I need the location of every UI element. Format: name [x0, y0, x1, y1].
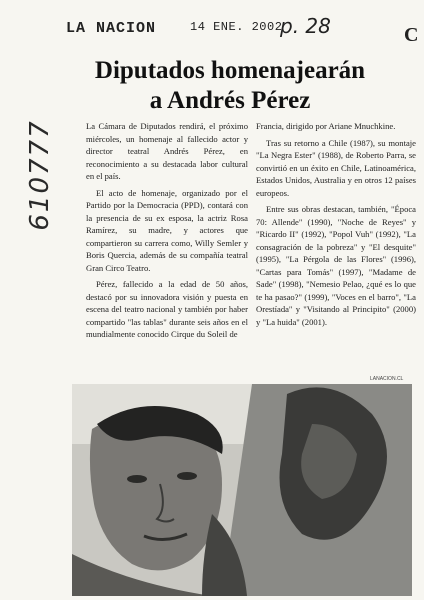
article-paragraph: La Cámara de Diputados rendirá, el próximo miércoles, un homenaje al fallecido actor y director teatral Andrés Pérez, en reconocimiento a su destacada labor cultural en el país. — [86, 121, 248, 181]
date-stamp: 14 ENE. 2002 — [190, 20, 283, 34]
portrait-photo — [72, 384, 412, 596]
article-paragraph: El acto de homenaje, organizado por el Partido por la Democracia (PPD), contará con la presencia de su ex esposa, la actriz Rosa Ramírez, su madre, y actores que compartieron su carrera como, Willy Semler y Boris Quercia, además de su compañía teatral Gran Circo Teatro. — [86, 187, 248, 273]
handwritten-page-number: p. 28 — [280, 14, 331, 38]
headline-line-2: a Andrés Pérez — [149, 87, 311, 114]
article-paragraph: Entre sus obras destacan, también, "Época 70: Allende" (1990), "Noche de Reyes" y "Ricardo II" (1992), "Popol Vuh" (1992), "La consagración de la pobreza" y "El desquite" (1995), "La Pérgola de las Flores" (1996), "Cartas para Tomás" (1997), "Madame de Sade" (1998), "Nemesio Pelao, ¿qué es lo que te ha pasao?" (1999), "Voces en el barro", "La Orestíada" y "Visitando al Principito" (2000) y "La huida" (2001). — [256, 204, 416, 327]
newspaper-masthead: LA NACION — [66, 20, 157, 37]
article-column-left — [86, 120, 248, 345]
article-paragraph: Francia, dirigido por Ariane Mnuchkine. — [256, 121, 396, 131]
handwritten-archive-id: 610777 — [25, 119, 55, 231]
article-column-right — [256, 120, 416, 332]
article-paragraph: Pérez, fallecido a la edad de 50 años, destacó por su innovadora visión y puesta en escena del teatro nacional y también por haber compartido "las tablas" durante seis años en el mundialmente conocido Cirque du Soleil de — [86, 279, 248, 339]
corner-letter: C — [404, 24, 419, 46]
headline-line-1: Diputados homenajearán — [94, 57, 366, 84]
article-paragraph: Tras su retorno a Chile (1987), su montaje "La Negra Ester" (1988), de Roberto Parra, se convirtió en un éxito en Chile, Latinoamérica, Estados Unidos, Australia y en otros 12 países europeos. — [256, 137, 416, 198]
photo-credit: LANACION.CL — [370, 376, 404, 382]
headline — [80, 56, 380, 116]
portrait-photo-image — [72, 384, 412, 596]
